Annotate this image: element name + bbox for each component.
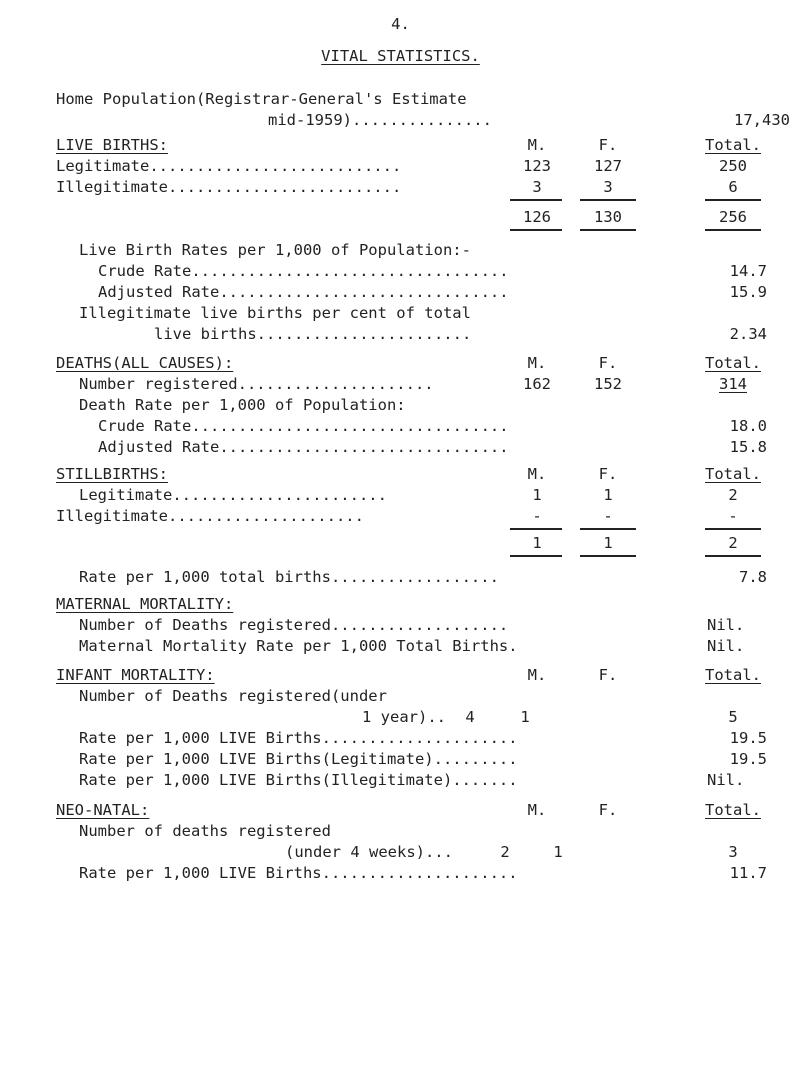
birth-adjusted-label: Adjusted Rate...............................	[98, 283, 509, 301]
birth-crude-value: 14.7	[729, 262, 767, 280]
rule	[705, 199, 761, 201]
deaths-registered-m: 162	[523, 375, 551, 393]
stillbirths-total-m: 1	[532, 534, 542, 552]
infant-rate-illeg-value: Nil.	[707, 771, 745, 789]
deaths-col-f: F.	[598, 354, 618, 372]
live-births-col-m: M.	[527, 136, 547, 154]
stillbirths-heading: STILLBIRTHS:	[56, 465, 168, 483]
population-label-line2: mid-1959)...............	[268, 111, 492, 129]
live-births-legit-total: 250	[719, 157, 747, 175]
population-value: 17,430	[734, 111, 790, 129]
live-births-illeg-f: 3	[603, 178, 613, 196]
neonatal-col-total: Total.	[705, 801, 761, 819]
infant-heading: INFANT MORTALITY:	[56, 666, 215, 684]
deaths-col-total: Total.	[705, 354, 761, 372]
rule	[510, 528, 562, 530]
stillbirths-col-m: M.	[527, 465, 547, 483]
infant-col-total: Total.	[705, 666, 761, 684]
death-crude-label: Crude Rate..................................	[98, 417, 509, 435]
infant-col-m: M.	[527, 666, 547, 684]
stillbirths-legit-m: 1	[532, 486, 542, 504]
neonatal-rate-label: Rate per 1,000 LIVE Births.....................	[79, 864, 518, 882]
neonatal-deaths-label-line1: Number of deaths registered	[79, 822, 331, 840]
rule	[705, 528, 761, 530]
live-births-total-total: 256	[719, 208, 747, 226]
birth-rates-heading: Live Birth Rates per 1,000 of Population:-	[79, 241, 471, 259]
live-births-col-total: Total.	[705, 136, 761, 154]
rule	[580, 229, 636, 231]
neonatal-rate-value: 11.7	[729, 864, 767, 882]
death-adjusted-label: Adjusted Rate...............................	[98, 438, 509, 456]
infant-rate-all-value: 19.5	[729, 729, 767, 747]
neonatal-col-m: M.	[527, 801, 547, 819]
stillbirths-illeg-total: -	[728, 507, 738, 525]
infant-deaths-m: 4	[465, 708, 475, 726]
maternal-heading: MATERNAL MORTALITY:	[56, 595, 234, 613]
infant-rate-all-label: Rate per 1,000 LIVE Births.....................	[79, 729, 518, 747]
infant-deaths-label-line1: Number of Deaths registered(under	[79, 687, 387, 705]
stillbirth-rate-value: 7.8	[739, 568, 767, 586]
rule	[510, 555, 562, 557]
neonatal-deaths-m: 2	[500, 843, 510, 861]
infant-rate-legit-value: 19.5	[729, 750, 767, 768]
deaths-col-m: M.	[527, 354, 547, 372]
stillbirths-illeg-m: -	[532, 507, 542, 525]
stillbirths-col-f: F.	[598, 465, 618, 483]
stillbirths-legit-f: 1	[603, 486, 613, 504]
infant-rate-legit-label: Rate per 1,000 LIVE Births(Legitimate).........	[79, 750, 518, 768]
live-births-legit-label: Legitimate...........................	[56, 157, 402, 175]
infant-col-f: F.	[598, 666, 618, 684]
deaths-registered-f: 152	[594, 375, 622, 393]
neonatal-deaths-total: 3	[728, 843, 738, 861]
infant-deaths-f: 1	[520, 708, 530, 726]
stillbirths-legit-label: Legitimate.......................	[79, 486, 387, 504]
stillbirths-total-f: 1	[603, 534, 613, 552]
live-births-illeg-m: 3	[532, 178, 542, 196]
deaths-registered-label: Number registered.....................	[79, 375, 434, 393]
rule	[510, 229, 562, 231]
population-label-line1: Home Population(Registrar-General's Estimate	[56, 90, 467, 108]
stillbirths-col-total: Total.	[705, 465, 761, 483]
infant-deaths-total: 5	[728, 708, 738, 726]
live-births-illeg-label: Illegitimate.........................	[56, 178, 402, 196]
infant-deaths-label-line2: 1 year)..	[362, 708, 446, 726]
maternal-rate-label: Maternal Mortality Rate per 1,000 Total Births.	[79, 637, 518, 655]
deaths-registered-total: 314	[719, 375, 747, 393]
death-adjusted-value: 15.8	[729, 438, 767, 456]
live-births-heading: LIVE BIRTHS:	[56, 136, 168, 154]
neonatal-heading: NEO-NATAL:	[56, 801, 150, 819]
rule	[580, 528, 636, 530]
rule	[510, 199, 562, 201]
rule	[580, 199, 636, 201]
live-births-total-m: 126	[523, 208, 551, 226]
live-births-legit-f: 127	[594, 157, 622, 175]
maternal-rate-value: Nil.	[707, 637, 745, 655]
death-rate-heading: Death Rate per 1,000 of Population:	[79, 396, 406, 414]
live-births-illeg-total: 6	[728, 178, 738, 196]
rule	[705, 229, 761, 231]
stillbirths-illeg-label: Illegitimate.....................	[56, 507, 364, 525]
neonatal-col-f: F.	[598, 801, 618, 819]
deaths-heading: DEATHS(ALL CAUSES):	[56, 354, 234, 372]
maternal-deaths-value: Nil.	[707, 616, 745, 634]
rule	[580, 555, 636, 557]
illeg-pct-label-line1: Illegitimate live births per cent of total	[79, 304, 471, 322]
stillbirth-rate-label: Rate per 1,000 total births..................	[79, 568, 499, 586]
page-number: 4.	[391, 15, 410, 33]
stillbirths-legit-total: 2	[728, 486, 738, 504]
page-title: VITAL STATISTICS.	[321, 47, 480, 65]
stillbirths-illeg-f: -	[603, 507, 613, 525]
rule	[705, 555, 761, 557]
live-births-legit-m: 123	[523, 157, 551, 175]
maternal-deaths-label: Number of Deaths registered...................	[79, 616, 509, 634]
birth-crude-label: Crude Rate..................................	[98, 262, 509, 280]
neonatal-deaths-label-line2: (under 4 weeks)...	[285, 843, 453, 861]
live-births-total-f: 130	[594, 208, 622, 226]
birth-adjusted-value: 15.9	[729, 283, 767, 301]
infant-rate-illeg-label: Rate per 1,000 LIVE Births(Illegitimate).......	[79, 771, 518, 789]
death-crude-value: 18.0	[729, 417, 767, 435]
illeg-pct-label-line2: live births.......................	[154, 325, 472, 343]
neonatal-deaths-f: 1	[553, 843, 563, 861]
stillbirths-total-total: 2	[728, 534, 738, 552]
live-births-col-f: F.	[598, 136, 618, 154]
illeg-pct-value: 2.34	[729, 325, 767, 343]
